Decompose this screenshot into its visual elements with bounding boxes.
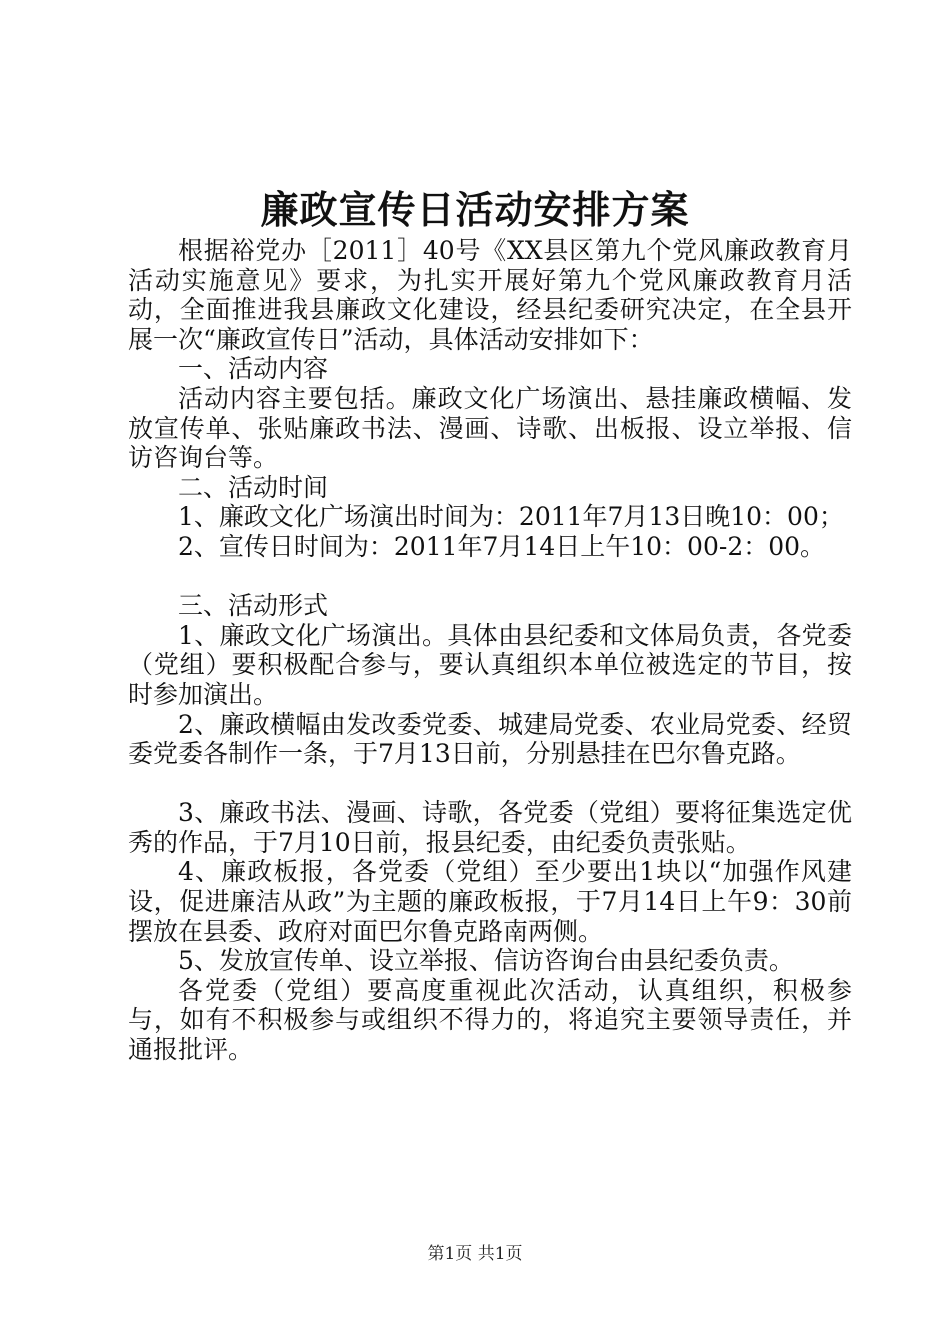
document-body xyxy=(128,236,852,1065)
closing-paragraph: 各党委（党组）要高度重视此次活动，认真组织，积极参与，如有不积极参与或组织不得力的，将追究主要领导责任，并通报批评。 xyxy=(128,975,852,1065)
page-footer: 第1页 共1页 xyxy=(427,1244,523,1264)
form-item-3: 3、廉政书法、漫画、诗歌，各党委（党组）要将征集选定优秀的作品，于7月10日前，报县纪委，由纪委负责张贴。 xyxy=(128,798,852,857)
time-item-1: 1、廉政文化广场演出时间为：2011年7月13日晚10：00； xyxy=(178,502,844,532)
form-item-5: 5、发放宣传单、设立举报、信访咨询台由县纪委负责。 xyxy=(178,946,794,976)
section-heading-time: 二、活动时间 xyxy=(178,472,329,502)
section-heading-form: 三、活动形式 xyxy=(178,591,329,621)
intro-paragraph: 根据裕党办［2011］40号《XX县区第九个党风廉政教育月活动实施意见》要求，为扎实开展好第九个党风廉政教育月活动，全面推进我县廉政文化建设，经县纪委研究决定，在全县开展一次“廉政宣传日”活动，具体活动安排如下： xyxy=(128,236,852,354)
form-item-2: 2、廉政横幅由发改委党委、城建局党委、农业局党委、经贸委党委各制作一条，于7月13日前，分别悬挂在巴尔鲁克路。 xyxy=(128,709,852,769)
section-heading-content: 一、活动内容 xyxy=(178,354,329,384)
document-title: 廉政宣传日活动安排方案 xyxy=(260,187,690,232)
form-item-1: 1、廉政文化广场演出。具体由县纪委和文体局负责，各党委（党组）要积极配合参与，要认真组织本单位被选定的节目，按时参加演出。 xyxy=(128,620,852,709)
time-item-2: 2、宣传日时间为：2011年7月14日上午10：00-2：00。 xyxy=(178,531,826,561)
form-item-4: 4、廉政板报，各党委（党组）至少要出1块以“加强作风建设，促进廉洁从政”为主题的廉政板报，于7月14日上午9：30前摆放在县委、政府对面巴尔鲁克路南两侧。 xyxy=(128,857,852,946)
content-paragraph: 活动内容主要包括。廉政文化广场演出、悬挂廉政横幅、发放宣传单、张贴廉政书法、漫画、诗歌、出板报、设立举报、信访咨询台等。 xyxy=(128,383,852,473)
